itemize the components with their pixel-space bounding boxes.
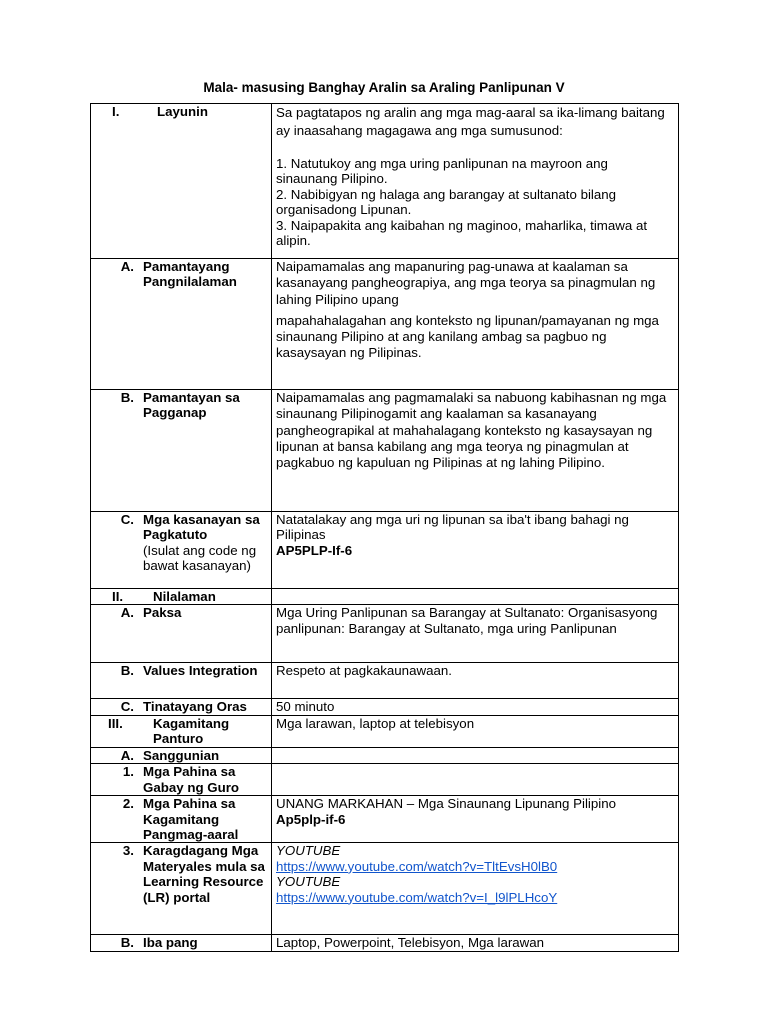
row-label: Mga Pahina sa Kagamitang Pangmag-aaral	[143, 796, 239, 843]
row-number: III.	[108, 715, 123, 731]
row-number: C.	[120, 699, 134, 715]
row-iba-pang	[91, 935, 679, 951]
row-label: Mga kasanayan sa Pagkatuto	[143, 512, 260, 543]
row-label: Kagamitang Panturo	[153, 715, 230, 747]
row-values-integration	[91, 663, 679, 699]
kasanayan-code: AP5PLP-If-6	[276, 542, 353, 558]
row-number: 3.	[122, 843, 134, 859]
row-label: Pamantayan sa Pagganap	[143, 390, 240, 421]
row-label: Sanggunian	[143, 747, 220, 763]
row-sanggunian	[91, 747, 679, 763]
layunin-item: 2. Nabibigyan ng halaga ang barangay at sultanato bilang organisadong Lipunan.	[276, 186, 617, 218]
row-layunin	[91, 104, 679, 259]
row-paksa	[91, 605, 679, 663]
row-pamantayang-pangnilalaman	[91, 259, 679, 390]
iba-pang-text: Laptop, Powerpoint, Telebisyon, Mga larawan	[276, 935, 545, 951]
row-number: A.	[120, 259, 134, 274]
row-label: Paksa	[143, 605, 182, 621]
oras-text: 50 minuto	[276, 699, 335, 715]
pagganap-text: Naipamamalas ang pagmamalaki sa nabuong kabihasnan ng mga sinaunang Pilipinogamit ang kaalaman sa kasanayang pangheograpikal at mahahalagang konteksto ng kasaysayan ng lipunan at bansa kabilang ang mga teorya ng pinagmulan at pagkabuo ng kapuluan ng Pilipinas at ng lahing Pilipino.	[276, 390, 667, 471]
row-number: B.	[120, 390, 134, 405]
layunin-item: 3. Naipapakita ang kaibahan ng maginoo, maharlika, timawa at alipin.	[276, 217, 648, 249]
row-label: Layunin	[157, 104, 208, 119]
row-gabay-ng-guro	[91, 764, 679, 796]
row-nilalaman	[91, 589, 679, 605]
row-number: B.	[120, 935, 134, 951]
kasanayan-text: Natatalakay ang mga uri ng lipunan sa iba't ibang bahagi ng Pilipinas	[276, 512, 629, 543]
row-label: Karagdagang Mga Materyales mula sa Learning Resource (LR) portal	[143, 843, 265, 905]
youtube-link[interactable]: https://www.youtube.com/watch?v=I_l9lPLHcoY	[276, 889, 558, 905]
row-number: 1.	[122, 764, 134, 780]
row-number: II.	[112, 589, 124, 604]
row-label: Iba pang	[143, 935, 198, 951]
resource-source-label: YOUTUBE	[276, 874, 341, 890]
row-label: Mga Pahina sa Gabay ng Guro	[143, 764, 240, 795]
lesson-plan-table	[90, 103, 679, 952]
row-pamantayan-pagganap	[91, 390, 679, 512]
row-number: B.	[120, 663, 134, 679]
youtube-link[interactable]: https://www.youtube.com/watch?v=TltEvsH0lB0	[276, 858, 558, 874]
row-kasanayan	[91, 512, 679, 589]
row-label: Pamantayang Pangnilalaman	[143, 259, 237, 290]
row-kagamitang-pangmag-aaral	[91, 796, 679, 843]
resource-source-label: YOUTUBE	[276, 843, 341, 859]
page-title: Mala- masusing Banghay Aralin sa Araling Panlipunan V	[203, 80, 565, 95]
kagamitang-mag-aaral-code: Ap5plp-if-6	[276, 811, 346, 827]
kagamitang-mag-aaral-text: UNANG MARKAHAN – Mga Sinaunang Lipunang Pilipino	[276, 796, 616, 812]
layunin-intro: Sa pagtatapos ng aralin ang mga mag-aaral sa ika-limang baitang ay inaasahang magagawa ang mga sumusunod:	[276, 105, 665, 138]
paksa-text: Mga Uring Panlipunan sa Barangay at Sultanato: Organisasyong panlipunan: Barangay at Sultanato, mga uring Panlipunan	[276, 605, 658, 636]
pamantayang-text: Naipamamalas ang mapanuring pag-unawa at kaalaman sa kasanayang pangheograpiya, ang mga teorya sa pinagmulan ng lahing Pilipino upang	[276, 259, 656, 307]
row-label: Values Integration	[143, 663, 258, 679]
values-text: Respeto at pagkakaunawaan.	[276, 663, 452, 679]
row-number: C.	[120, 512, 134, 527]
kasanayan-note: (Isulat ang code ng bawat kasanayan)	[143, 542, 257, 574]
row-tinatayang-oras	[91, 699, 679, 715]
row-label: Nilalaman	[153, 589, 216, 604]
pamantayang-text-continued: mapahahalagahan ang konteksto ng lipunan/pamayanan ng mga sinaunang Pilipino at ang kanilang ambag sa pagbuo ng kasaysayan ng Pilipinas.	[276, 312, 659, 361]
row-number: I.	[112, 104, 120, 119]
row-number: A.	[120, 605, 134, 621]
kagamitan-text: Mga larawan, laptop at telebisyon	[276, 715, 475, 731]
layunin-item: 1. Natutukoy ang mga uring panlipunan na mayroon ang sinaunang Pilipino.	[276, 156, 608, 187]
row-karagdagang-materyales	[91, 843, 679, 935]
row-number: A.	[120, 747, 134, 763]
row-kagamitang-panturo	[91, 715, 679, 747]
row-label: Tinatayang Oras	[143, 699, 247, 715]
row-number: 2.	[122, 796, 134, 812]
